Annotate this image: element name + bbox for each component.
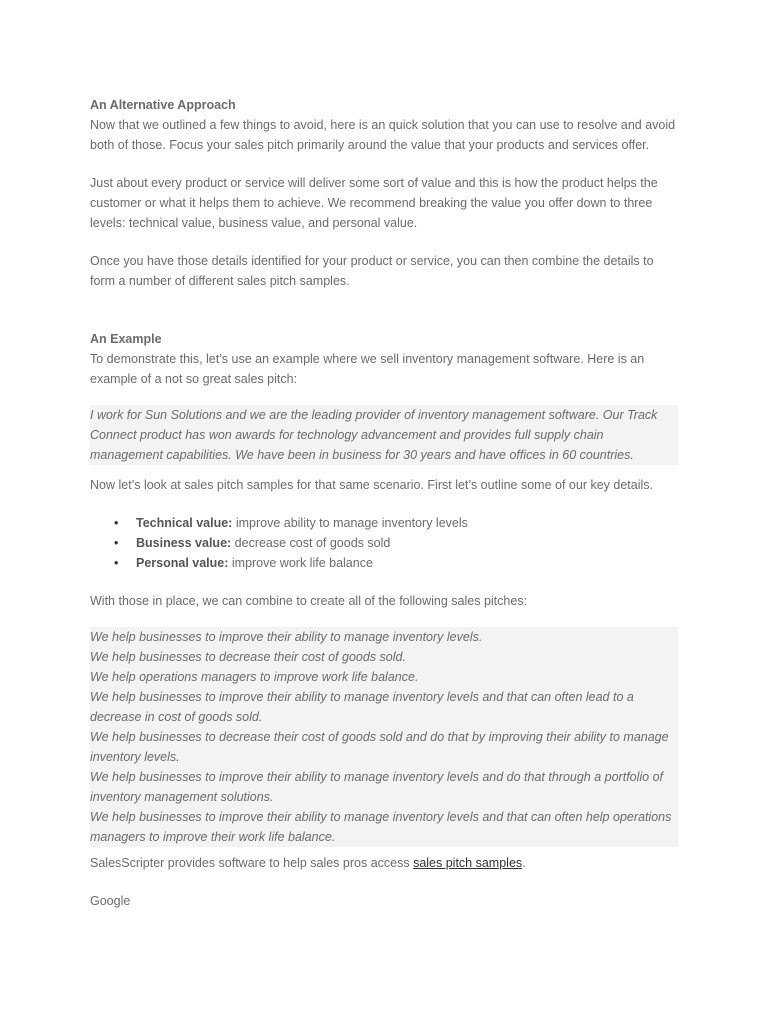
- value-key: Business value:: [136, 536, 232, 550]
- pitch-sample: We help businesses to improve their ability to manage inventory levels.: [90, 630, 483, 644]
- sales-pitch-samples-link[interactable]: sales pitch samples: [413, 856, 523, 870]
- value-key: Technical value:: [136, 516, 233, 530]
- value-text: improve work life balance: [228, 556, 373, 570]
- footer-suffix: .: [522, 856, 526, 870]
- paragraph-combine-intro: With those in place, we can combine to create all of the following sales pitches:: [90, 594, 528, 608]
- list-item-business: [136, 533, 680, 553]
- value-text: improve ability to manage inventory levels: [232, 516, 468, 530]
- pitch-sample: We help businesses to decrease their cost of goods sold.: [90, 650, 406, 664]
- pitch-sample: We help businesses to decrease their cost of goods sold and do that by improving their ability to manage inventory levels.: [90, 730, 669, 764]
- paragraph-outline-intro: Now let’s look at sales pitch samples for that same scenario. First let’s outline some of our key details.: [90, 478, 653, 492]
- paragraph-combine: Once you have those details identified for your product or service, you can then combine the details to form a number of different sales pitch samples.: [90, 254, 654, 288]
- heading-example: An Example: [90, 332, 162, 346]
- value-list: [90, 513, 680, 573]
- pitch-sample: We help businesses to improve their ability to manage inventory levels and that can often lead to a decrease in cost of goods sold.: [90, 690, 634, 724]
- pitch-samples-box: [90, 627, 678, 847]
- paragraph-intro: Now that we outlined a few things to avoid, here is an quick solution that you can use to resolve and avoid both of those. Focus your sales pitch primarily around the value that your products and services offer.: [90, 118, 676, 152]
- value-key: Personal value:: [136, 556, 229, 570]
- pitch-sample: We help operations managers to improve work life balance.: [90, 670, 419, 684]
- paragraph-example-intro: To demonstrate this, let’s use an example where we sell inventory management software. Here is an example of a not so great sales pitch:: [90, 352, 645, 386]
- list-item-technical: [136, 513, 680, 533]
- value-text: decrease cost of goods sold: [231, 536, 391, 550]
- document-page: [90, 95, 680, 911]
- footer-prefix: SalesScripter provides software to help sales pros access: [90, 856, 414, 870]
- list-item-personal: [136, 553, 680, 573]
- paragraph-value: Just about every product or service will deliver some sort of value and this is how the product helps the customer or what it helps them to achieve. We recommend breaking the value you offer down to three levels: technical value, business value, and personal value.: [90, 176, 658, 230]
- heading-alternative-approach: An Alternative Approach: [90, 98, 236, 112]
- paragraph-footer: [90, 853, 680, 873]
- pitch-sample: We help businesses to improve their ability to manage inventory levels and that can often help operations managers to improve their work life balance.: [90, 810, 672, 844]
- bad-pitch-quote: I work for Sun Solutions and we are the leading provider of inventory management software. Our Track Connect product has won awards for technology advancement and provides full supply chain management capabilities. We have been in business for 30 years and have offices in 60 countries.: [90, 405, 678, 465]
- pitch-sample: We help businesses to improve their ability to manage inventory levels and do that through a portfolio of inventory management solutions.: [90, 770, 664, 804]
- google-text: Google: [90, 894, 131, 908]
